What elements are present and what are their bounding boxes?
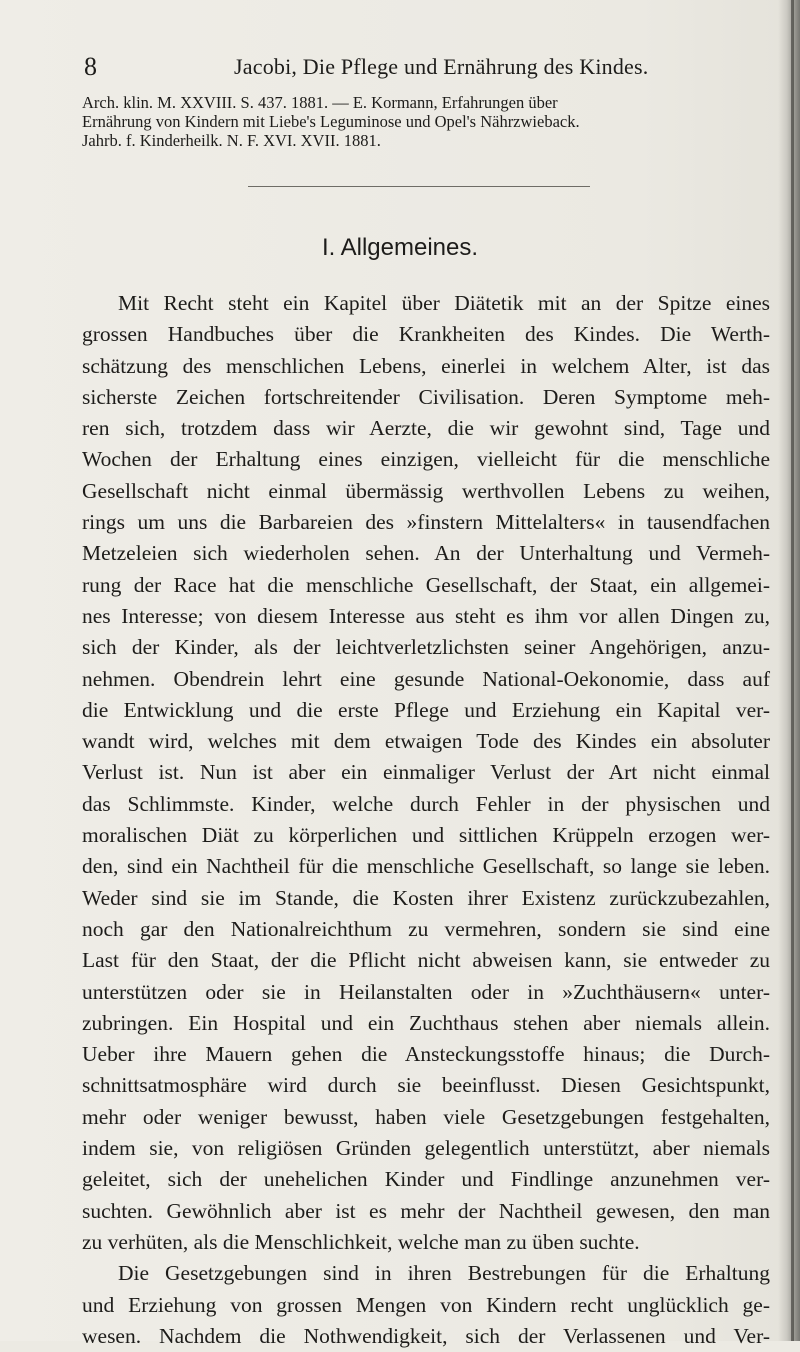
body-line: nes Interesse; von diesem Interesse aus steht es ihm vor allen Dingen zu,: [82, 603, 770, 628]
body-line: Verlust ist. Nun ist aber ein einmaliger Verlust der Art nicht einmal: [82, 760, 770, 785]
body-line: Last für den Staat, der die Pflicht nicht abweisen kann, sie entweder zu: [82, 948, 770, 973]
body-line: grossen Handbuches über die Krankheiten des Kindes. Die Werth-: [82, 322, 770, 347]
page-edge-shadow: [778, 0, 800, 1341]
body-line: zubringen. Ein Hospital und ein Zuchthaus stehen aber niemals allein.: [82, 1010, 770, 1035]
body-line: Weder sind sie im Stande, die Kosten ihrer Existenz zurückzubezahlen,: [82, 885, 770, 910]
body-line: nehmen. Obendrein lehrt eine gesunde National-Oekonomie, dass auf: [82, 666, 770, 691]
body-line: Metzeleien sich wiederholen sehen. An der Unterhaltung und Vermeh-: [82, 541, 770, 566]
body-line: die Entwicklung und die erste Pflege und Erziehung ein Kapital ver-: [82, 697, 770, 722]
body-line: ren sich, trotzdem dass wir Aerzte, die wir gewohnt sind, Tage und: [82, 416, 770, 441]
body-line: sicherste Zeichen fortschreitender Civilisation. Deren Symptome meh-: [82, 384, 770, 409]
reference-line: Arch. klin. M. XXVIII. S. 437. 1881. — E. Kormann, Erfahrungen über: [82, 93, 558, 112]
body-line: rung der Race hat die menschliche Gesellschaft, der Staat, ein allgemei-: [82, 572, 770, 597]
body-line: noch gar den Nationalreichthum zu vermehren, sondern sie sind eine: [82, 916, 770, 941]
body-line: schätzung des menschlichen Lebens, einerlei in welchem Alter, ist das: [82, 353, 770, 378]
body-line: Die Gesetzgebungen sind in ihren Bestrebungen für die Erhaltung: [118, 1261, 770, 1286]
page-header: [84, 50, 766, 84]
body-line: geleitet, sich der unehelichen Kinder und Findlinge anzunehmen ver-: [82, 1167, 770, 1192]
body-text: [82, 288, 770, 1352]
page-number: 8: [84, 52, 97, 81]
body-line: unterstützen oder sie in Heilanstalten oder in »Zuchthäusern« unter-: [82, 979, 770, 1004]
body-line: Wochen der Erhaltung eines einzigen, vielleicht für die menschliche: [82, 447, 770, 472]
body-line: wesen. Nachdem die Nothwendigkeit, sich der Verlassenen und Ver-: [82, 1323, 770, 1348]
running-title: Jacobi, Die Pflege und Ernährung des Kindes.: [234, 54, 649, 79]
reference-line: Ernährung von Kindern mit Liebe's Leguminose und Opel's Nährzwieback.: [82, 112, 580, 131]
page-edge-line: [791, 0, 794, 1341]
body-line: suchten. Gewöhnlich aber ist es mehr der Nachtheil gewesen, den man: [82, 1198, 770, 1223]
body-line: wandt wird, welches mit dem etwaigen Tode des Kindes ein absoluter: [82, 729, 770, 754]
body-line: Gesellschaft nicht einmal übermässig werthvollen Lebens zu weihen,: [82, 478, 770, 503]
body-line: Mit Recht steht ein Kapitel über Diätetik mit an der Spitze eines: [118, 291, 770, 315]
body-line: mehr oder weniger bewusst, haben viele Gesetzgebungen festgehalten,: [82, 1104, 770, 1129]
body-line: rings um uns die Barbareien des »finstern Mittelalters« in tausendfachen: [82, 510, 770, 535]
section-title: I. Allgemeines.: [321, 234, 479, 261]
reference-line: Jahrb. f. Kinderheilk. N. F. XVI. XVII. 1881.: [82, 131, 381, 150]
body-line: moralischen Diät zu körperlichen und sittlichen Krüppeln erzogen wer-: [82, 823, 770, 848]
body-line: und Erziehung von grossen Mengen von Kindern recht unglücklich ge-: [82, 1292, 770, 1317]
reference-block: [82, 93, 772, 150]
body-line: schnittsatmosphäre wird durch sie beeinflusst. Diesen Gesichtspunkt,: [82, 1073, 770, 1098]
body-line: zu verhüten, als die Menschlichkeit, welche man zu üben suchte.: [82, 1229, 640, 1254]
body-line: das Schlimmste. Kinder, welche durch Fehler in der physischen und: [82, 791, 770, 816]
section-divider: [248, 186, 590, 187]
body-line: Ueber ihre Mauern gehen die Ansteckungsstoffe hinaus; die Durch-: [82, 1042, 770, 1067]
body-line: indem sie, von religiösen Gründen gelegentlich unterstützt, aber niemals: [82, 1136, 770, 1161]
body-line: sich der Kinder, als der leichtverletzlichsten seiner Angehörigen, anzu-: [82, 635, 770, 660]
body-line: den, sind ein Nachtheil für die menschliche Gesellschaft, so lange sie leben.: [82, 854, 770, 879]
